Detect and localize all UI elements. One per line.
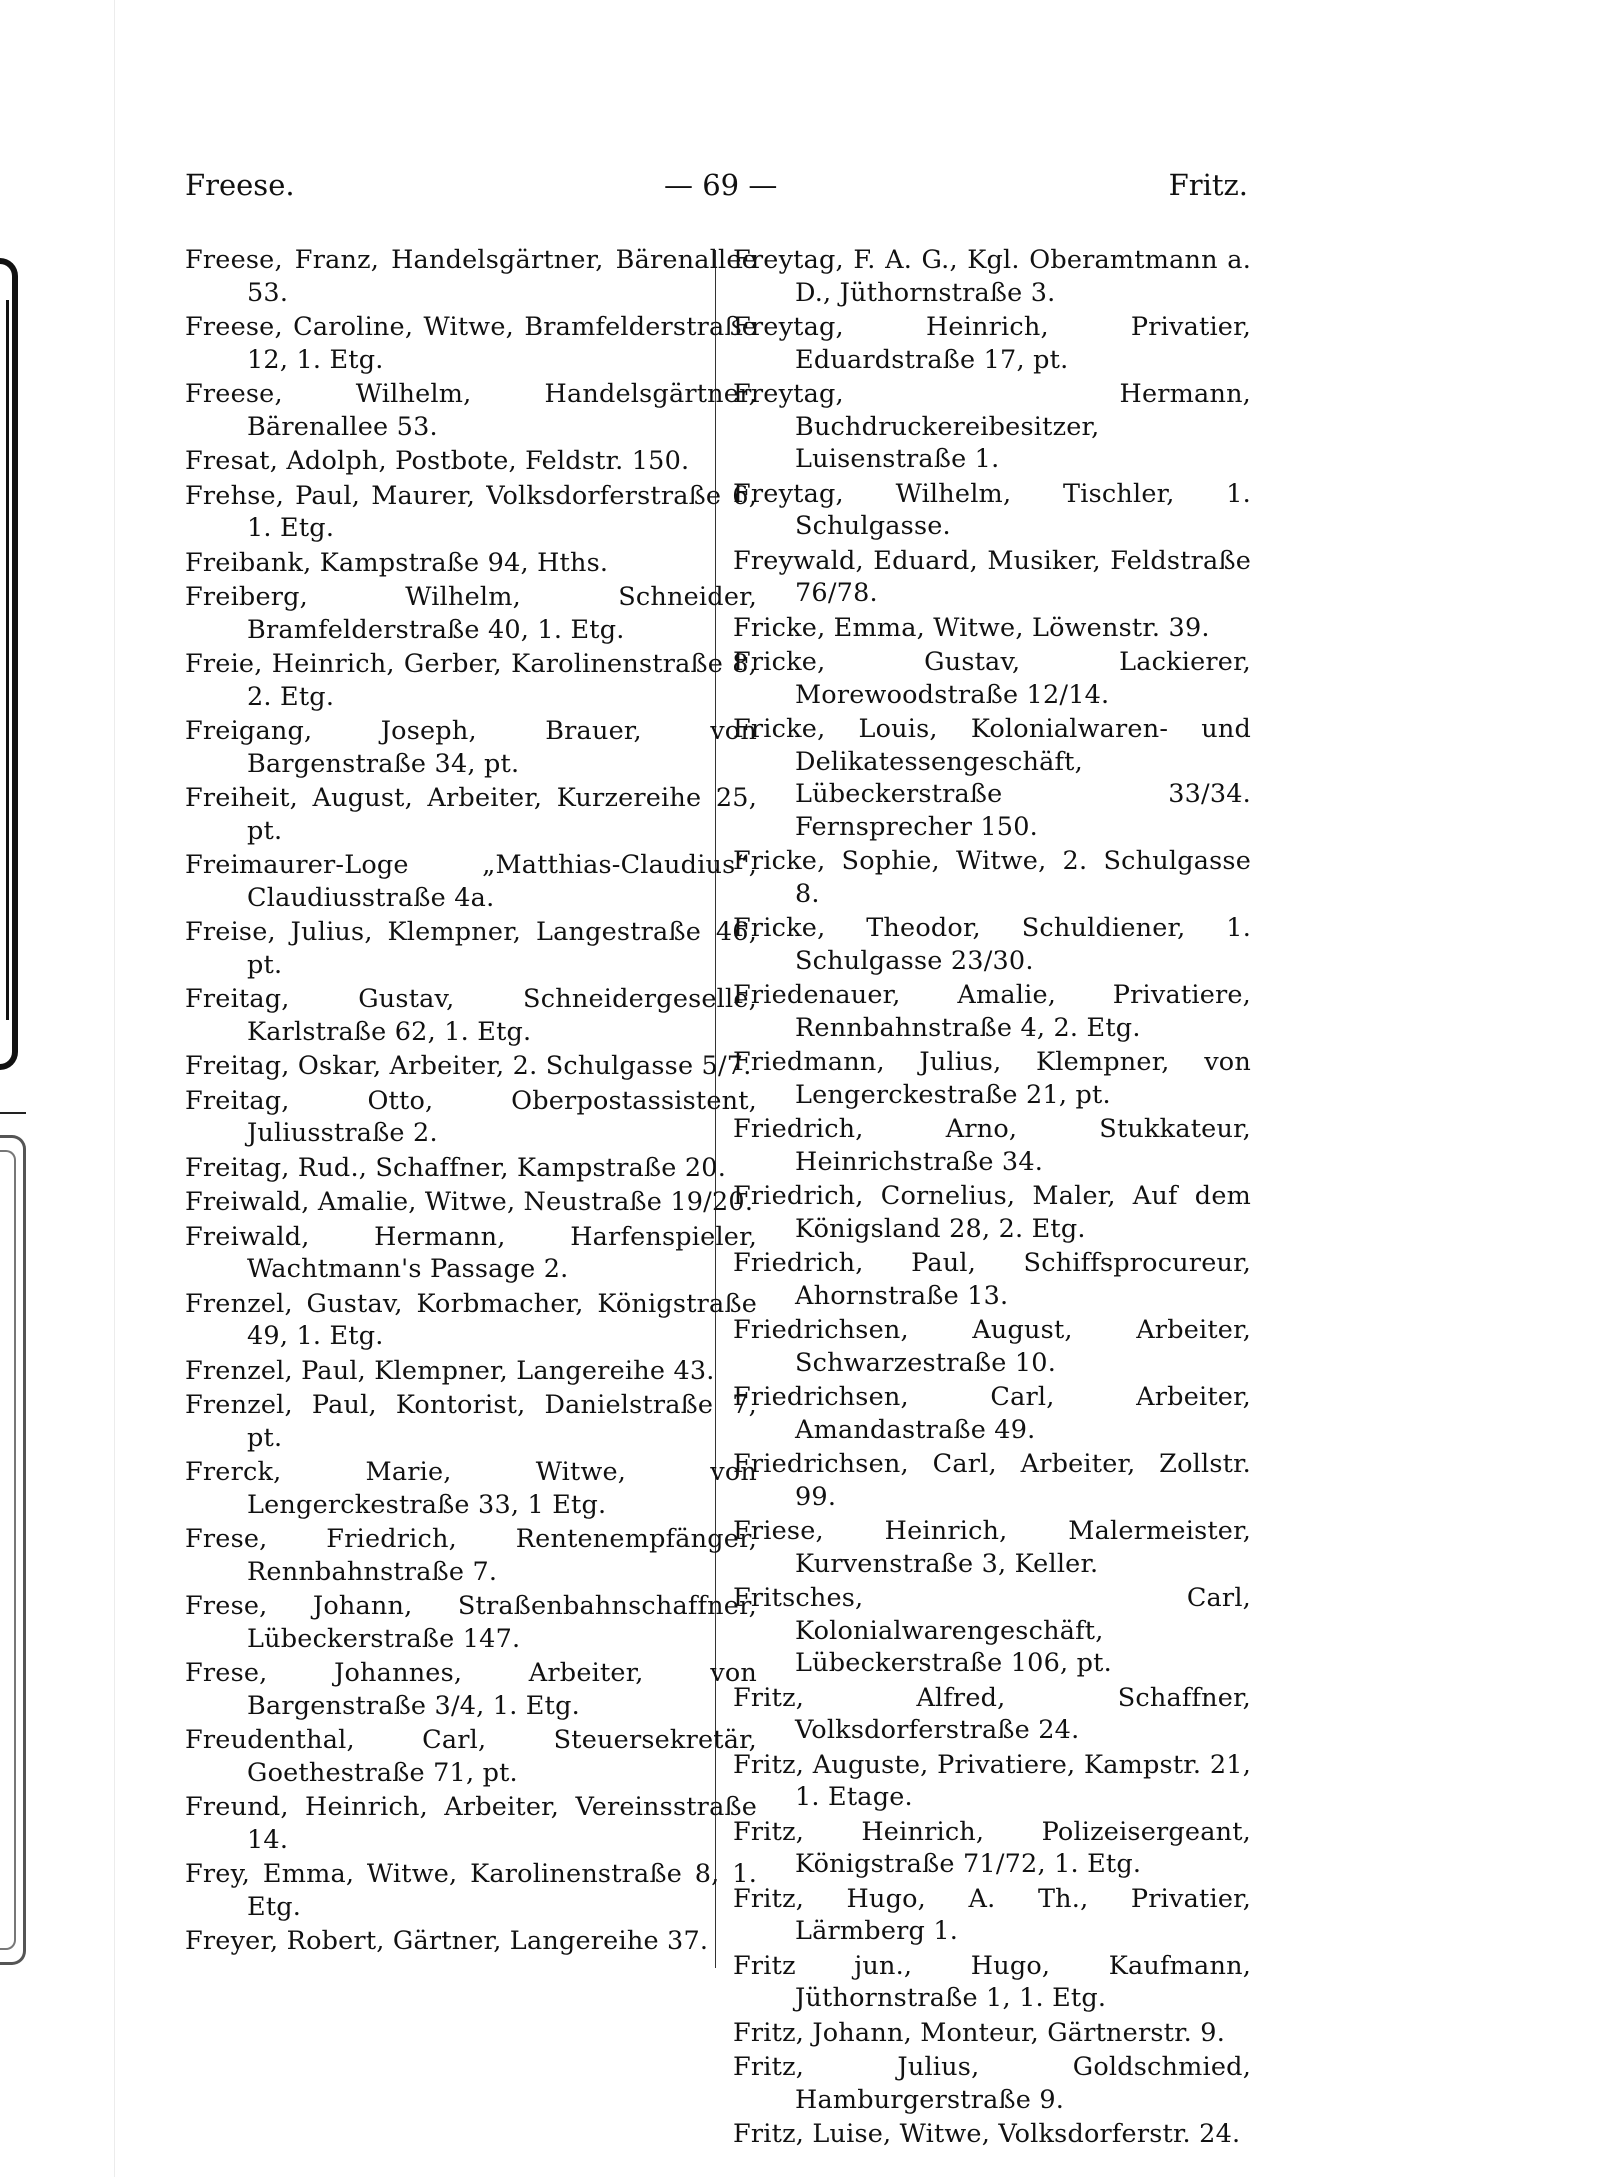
page-edge <box>114 0 115 2177</box>
directory-entry: Friedrich, Cornelius, Maler, Auf dem Königsland 28, 2. Etg. <box>733 1181 1251 1244</box>
directory-entry: Freyer, Robert, Gärtner, Langereihe 37. <box>185 1926 709 1956</box>
directory-entry: Fritz jun., Hugo, Kaufmann, Jüthornstraße 1, 1. Etg. <box>733 1950 1251 2013</box>
directory-entry: Fritz, Hugo, A. Th., Privatier, Lärmberg 1. <box>733 1883 1251 1946</box>
directory-entry: Frehse, Paul, Maurer, Volksdorferstraße 6, 1. Etg. <box>185 480 757 543</box>
directory-entry: Fritz, Julius, Goldschmied, Hamburgerstraße 9. <box>733 2052 1251 2115</box>
directory-entry: Fricke, Louis, Kolonialwaren- und Delikatessengeschäft, Lübeckerstraße 33/34. Fernsprecher 150. <box>733 714 1251 842</box>
directory-entry: Freigang, Joseph, Brauer, von Bargenstraße 34, pt. <box>185 716 757 779</box>
directory-entry: Freese, Wilhelm, Handelsgärtner, Bärenallee 53. <box>185 379 757 442</box>
directory-entry: Freie, Heinrich, Gerber, Karolinenstraße 8, 2. Etg. <box>185 649 757 712</box>
directory-entry: Freywald, Eduard, Musiker, Feldstraße 76/78. <box>733 545 1251 608</box>
directory-entry: Freiwald, Hermann, Harfenspieler, Wachtmann's Passage 2. <box>185 1221 757 1284</box>
directory-entry: Freese, Franz, Handelsgärtner, Bärenallee 53. <box>185 245 757 308</box>
directory-entry: Freytag, Hermann, Buchdruckereibesitzer, Luisenstraße 1. <box>733 379 1251 474</box>
directory-entry: Friedmann, Julius, Klempner, von Lengerckestraße 21, pt. <box>733 1047 1251 1110</box>
directory-entry: Frenzel, Paul, Klempner, Langereihe 43. <box>185 1355 715 1386</box>
directory-entry: Freitag, Gustav, Schneidergeselle, Karlstraße 62, 1. Etg. <box>185 984 757 1047</box>
directory-entry: Freiberg, Wilhelm, Schneider, Bramfelderstraße 40, 1. Etg. <box>185 582 757 645</box>
directory-entry: Fritz, Alfred, Schaffner, Volksdorferstraße 24. <box>733 1682 1251 1745</box>
directory-entry: Friedrich, Paul, Schiffsprocureur, Ahornstraße 13. <box>733 1248 1251 1311</box>
directory-entry: Friedrich, Arno, Stukkateur, Heinrichstraße 34. <box>733 1114 1251 1177</box>
directory-entry: Fritsches, Carl, Kolonialwarengeschäft, Lübeckerstraße 106, pt. <box>733 1583 1251 1678</box>
directory-entry: Freytag, Wilhelm, Tischler, 1. Schulgasse. <box>733 478 1251 541</box>
directory-entry: Freiwald, Amalie, Witwe, Neustraße 19/20. <box>185 1187 754 1217</box>
directory-entry: Friedrichsen, Carl, Arbeiter, Amandastraße 49. <box>733 1382 1251 1445</box>
directory-entry: Frey, Emma, Witwe, Karolinenstraße 8, 1. Etg. <box>185 1859 757 1922</box>
directory-entry: Fritz, Luise, Witwe, Volksdorferstr. 24. <box>733 2119 1241 2149</box>
directory-entry: Fritz, Johann, Monteur, Gärtnerstr. 9. <box>733 2017 1226 2048</box>
directory-entry: Frerck, Marie, Witwe, von Lengerckestraße 33, 1 Etg. <box>185 1457 757 1520</box>
directory-entry: Freese, Caroline, Witwe, Bramfelderstraße 12, 1. Etg. <box>185 312 757 375</box>
binding-lower-curve-inner <box>0 1150 16 1950</box>
directory-entry: Frese, Johann, Straßenbahnschaffner, Lübeckerstraße 147. <box>185 1591 757 1654</box>
directory-entry: Fricke, Sophie, Witwe, 2. Schulgasse 8. <box>733 846 1251 909</box>
directory-entry: Freitag, Oskar, Arbeiter, 2. Schulgasse 5/7. <box>185 1051 752 1081</box>
directory-entry: Freise, Julius, Klempner, Langestraße 46, pt. <box>185 917 757 980</box>
directory-entry: Frenzel, Gustav, Korbmacher, Königstraße 49, 1. Etg. <box>185 1288 757 1351</box>
directory-entry: Freitag, Rud., Schaffner, Kampstraße 20. <box>185 1152 727 1183</box>
directory-entry: Frese, Friedrich, Rentenempfänger, Rennbahnstraße 7. <box>185 1524 757 1587</box>
directory-entry: Freund, Heinrich, Arbeiter, Vereinsstraße 14. <box>185 1792 757 1855</box>
directory-entry: Freimaurer-Loge „Matthias-Claudius“, Claudiusstraße 4a. <box>185 850 757 913</box>
directory-entry: Friedrichsen, August, Arbeiter, Schwarzestraße 10. <box>733 1315 1251 1378</box>
directory-entry: Freitag, Otto, Oberpostassistent, Juliusstraße 2. <box>185 1085 757 1148</box>
directory-entry: Freiheit, August, Arbeiter, Kurzereihe 25, pt. <box>185 783 757 846</box>
directory-entry: Frese, Johannes, Arbeiter, von Bargenstraße 3/4, 1. Etg. <box>185 1658 757 1721</box>
page-number: — 69 — <box>664 168 778 202</box>
directory-entry: Fricke, Gustav, Lackierer, Morewoodstraße 12/14. <box>733 647 1251 710</box>
directory-entry: Freytag, Heinrich, Privatier, Eduardstraße 17, pt. <box>733 312 1251 375</box>
directory-entry: Friedenauer, Amalie, Privatiere, Rennbahnstraße 4, 2. Etg. <box>733 980 1251 1043</box>
directory-entry: Fritz, Heinrich, Polizeisergeant, Königstraße 71/72, 1. Etg. <box>733 1816 1251 1879</box>
binding-inner-line <box>0 300 9 1020</box>
directory-entry: Freibank, Kampstraße 94, Hths. <box>185 547 609 578</box>
running-head-right: Fritz. <box>1168 168 1248 202</box>
directory-entry: Fricke, Theodor, Schuldiener, 1. Schulgasse 23/30. <box>733 913 1251 976</box>
directory-entry: Fresat, Adolph, Postbote, Feldstr. 150. <box>185 446 690 476</box>
directory-entry: Freytag, F. A. G., Kgl. Oberamtmann a. D., Jüthornstraße 3. <box>733 245 1251 308</box>
right-column <box>733 244 1251 2153</box>
directory-entry: Frenzel, Paul, Kontorist, Danielstraße 7, pt. <box>185 1390 757 1453</box>
directory-entry: Friese, Heinrich, Malermeister, Kurvenstraße 3, Keller. <box>733 1516 1251 1579</box>
directory-entry: Freudenthal, Carl, Steuersekretär, Goethestraße 71, pt. <box>185 1725 757 1788</box>
left-column <box>185 244 757 1960</box>
binding-rule <box>0 1112 26 1114</box>
running-head-left: Freese. <box>185 168 295 202</box>
directory-entry: Friedrichsen, Carl, Arbeiter, Zollstr. 99. <box>733 1449 1251 1512</box>
directory-entry: Fricke, Emma, Witwe, Löwenstr. 39. <box>733 612 1210 643</box>
directory-entry: Fritz, Auguste, Privatiere, Kampstr. 21, 1. Etage. <box>733 1749 1251 1812</box>
